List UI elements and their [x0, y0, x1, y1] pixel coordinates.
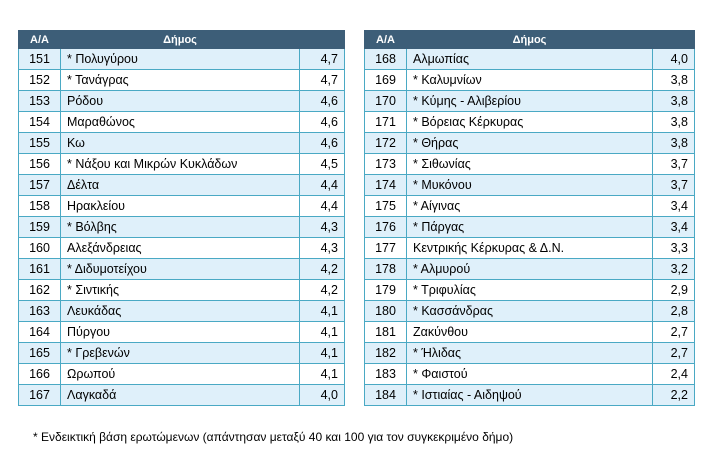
score-value: 3,8: [653, 133, 695, 154]
table-row: [365, 259, 695, 280]
score-value: 4,3: [300, 238, 345, 259]
header-municipality: Δήμος: [61, 31, 300, 49]
table-row: [365, 217, 695, 238]
row-number: 165: [19, 343, 61, 364]
municipality-name: * Πάργας: [407, 217, 653, 238]
score-value: 4,1: [300, 364, 345, 385]
row-number: 166: [19, 364, 61, 385]
table-row: [19, 112, 345, 133]
table-header-row: [365, 31, 695, 49]
score-value: 4,1: [300, 301, 345, 322]
header-value: [300, 31, 345, 49]
score-value: 2,4: [653, 364, 695, 385]
score-value: 3,7: [653, 175, 695, 196]
row-number: 158: [19, 196, 61, 217]
municipality-name: Λαγκαδά: [61, 385, 300, 406]
row-number: 177: [365, 238, 407, 259]
municipality-name: Κεντρικής Κέρκυρας & Δ.Ν.: [407, 238, 653, 259]
row-number: 153: [19, 91, 61, 112]
row-number: 182: [365, 343, 407, 364]
table-row: [19, 301, 345, 322]
row-number: 176: [365, 217, 407, 238]
row-number: 164: [19, 322, 61, 343]
score-value: 4,4: [300, 196, 345, 217]
table-row: [19, 196, 345, 217]
municipality-name: Δέλτα: [61, 175, 300, 196]
row-number: 162: [19, 280, 61, 301]
municipality-name: Μαραθώνος: [61, 112, 300, 133]
table-row: [365, 238, 695, 259]
score-value: 2,8: [653, 301, 695, 322]
row-number: 169: [365, 70, 407, 91]
municipality-name: * Σιθωνίας: [407, 154, 653, 175]
municipality-name: Κω: [61, 133, 300, 154]
score-value: 3,7: [653, 154, 695, 175]
table-row: [19, 91, 345, 112]
score-value: 4,5: [300, 154, 345, 175]
municipality-name: * Μυκόνου: [407, 175, 653, 196]
municipality-name: * Πολυγύρου: [61, 49, 300, 70]
table-row: [365, 49, 695, 70]
row-number: 159: [19, 217, 61, 238]
municipality-name: * Ήλιδας: [407, 343, 653, 364]
row-number: 180: [365, 301, 407, 322]
municipality-name: * Θήρας: [407, 133, 653, 154]
row-number: 167: [19, 385, 61, 406]
score-value: 3,8: [653, 91, 695, 112]
score-value: 3,4: [653, 196, 695, 217]
score-value: 3,4: [653, 217, 695, 238]
table-row: [19, 175, 345, 196]
row-number: 171: [365, 112, 407, 133]
row-number: 184: [365, 385, 407, 406]
score-value: 2,2: [653, 385, 695, 406]
municipality-name: Ωρωπού: [61, 364, 300, 385]
municipality-name: * Καλυμνίων: [407, 70, 653, 91]
score-value: 4,6: [300, 91, 345, 112]
row-number: 168: [365, 49, 407, 70]
table-row: [365, 175, 695, 196]
score-value: 4,4: [300, 175, 345, 196]
table-header-row: [19, 31, 345, 49]
table-row: [19, 133, 345, 154]
row-number: 181: [365, 322, 407, 343]
municipality-name: * Σιντικής: [61, 280, 300, 301]
header-aa: Α/Α: [365, 31, 407, 49]
municipality-name: * Γρεβενών: [61, 343, 300, 364]
row-number: 157: [19, 175, 61, 196]
score-value: 3,8: [653, 112, 695, 133]
row-number: 170: [365, 91, 407, 112]
row-number: 160: [19, 238, 61, 259]
row-number: 183: [365, 364, 407, 385]
score-value: 4,7: [300, 70, 345, 91]
table-row: [365, 91, 695, 112]
row-number: 173: [365, 154, 407, 175]
municipality-name: Λευκάδας: [61, 301, 300, 322]
header-municipality: Δήμος: [407, 31, 653, 49]
ranking-table-left: [18, 30, 345, 406]
municipality-name: * Αλμυρού: [407, 259, 653, 280]
table-row: [19, 70, 345, 91]
row-number: 163: [19, 301, 61, 322]
row-number: 155: [19, 133, 61, 154]
municipality-name: * Τανάγρας: [61, 70, 300, 91]
municipality-name: Αλμωπίας: [407, 49, 653, 70]
table-row: [365, 112, 695, 133]
score-value: 4,0: [300, 385, 345, 406]
table-row: [365, 70, 695, 91]
table-row: [19, 259, 345, 280]
municipality-name: * Βόλβης: [61, 217, 300, 238]
municipality-name: Ρόδου: [61, 91, 300, 112]
row-number: 151: [19, 49, 61, 70]
municipality-name: * Νάξου και Μικρών Κυκλάδων: [61, 154, 300, 175]
row-number: 179: [365, 280, 407, 301]
municipality-name: * Τριφυλίας: [407, 280, 653, 301]
score-value: 4,0: [653, 49, 695, 70]
row-number: 174: [365, 175, 407, 196]
header-value: [653, 31, 695, 49]
ranking-table-right: [364, 30, 695, 406]
row-number: 156: [19, 154, 61, 175]
footnote: * Ενδεικτική βάση ερωτώμενων (απάντησαν μεταξύ 40 και 100 για τον συγκεκριμένο δήμο): [33, 430, 514, 444]
score-value: 3,8: [653, 70, 695, 91]
table-row: [365, 196, 695, 217]
score-value: 4,1: [300, 343, 345, 364]
score-value: 4,6: [300, 112, 345, 133]
table-row: [365, 322, 695, 343]
score-value: 2,7: [653, 343, 695, 364]
score-value: 2,7: [653, 322, 695, 343]
table-row: [365, 280, 695, 301]
score-value: 2,9: [653, 280, 695, 301]
municipality-name: * Διδυμοτείχου: [61, 259, 300, 280]
table-row: [19, 280, 345, 301]
municipality-name: * Κύμης - Αλιβερίου: [407, 91, 653, 112]
row-number: 178: [365, 259, 407, 280]
table-row: [19, 154, 345, 175]
table-row: [19, 322, 345, 343]
municipality-name: Αλεξάνδρειας: [61, 238, 300, 259]
municipality-name: * Φαιστού: [407, 364, 653, 385]
municipality-name: * Αίγινας: [407, 196, 653, 217]
score-value: 4,1: [300, 322, 345, 343]
row-number: 175: [365, 196, 407, 217]
score-value: 4,3: [300, 217, 345, 238]
table-row: [19, 343, 345, 364]
table-row: [19, 49, 345, 70]
row-number: 172: [365, 133, 407, 154]
table-row: [365, 133, 695, 154]
row-number: 152: [19, 70, 61, 91]
municipality-name: * Ιστιαίας - Αιδηψού: [407, 385, 653, 406]
table-row: [365, 301, 695, 322]
municipality-name: * Βόρειας Κέρκυρας: [407, 112, 653, 133]
municipality-name: Πύργου: [61, 322, 300, 343]
score-value: 4,2: [300, 280, 345, 301]
table-row: [19, 364, 345, 385]
table-row: [365, 385, 695, 406]
score-value: 4,7: [300, 49, 345, 70]
score-value: 3,3: [653, 238, 695, 259]
table-row: [19, 238, 345, 259]
municipality-name: * Κασσάνδρας: [407, 301, 653, 322]
score-value: 4,6: [300, 133, 345, 154]
municipality-name: Ηρακλείου: [61, 196, 300, 217]
header-aa: Α/Α: [19, 31, 61, 49]
table-row: [365, 343, 695, 364]
table-row: [19, 217, 345, 238]
municipality-name: Ζακύνθου: [407, 322, 653, 343]
score-value: 3,2: [653, 259, 695, 280]
table-row: [365, 364, 695, 385]
row-number: 161: [19, 259, 61, 280]
row-number: 154: [19, 112, 61, 133]
table-row: [365, 154, 695, 175]
score-value: 4,2: [300, 259, 345, 280]
table-row: [19, 385, 345, 406]
